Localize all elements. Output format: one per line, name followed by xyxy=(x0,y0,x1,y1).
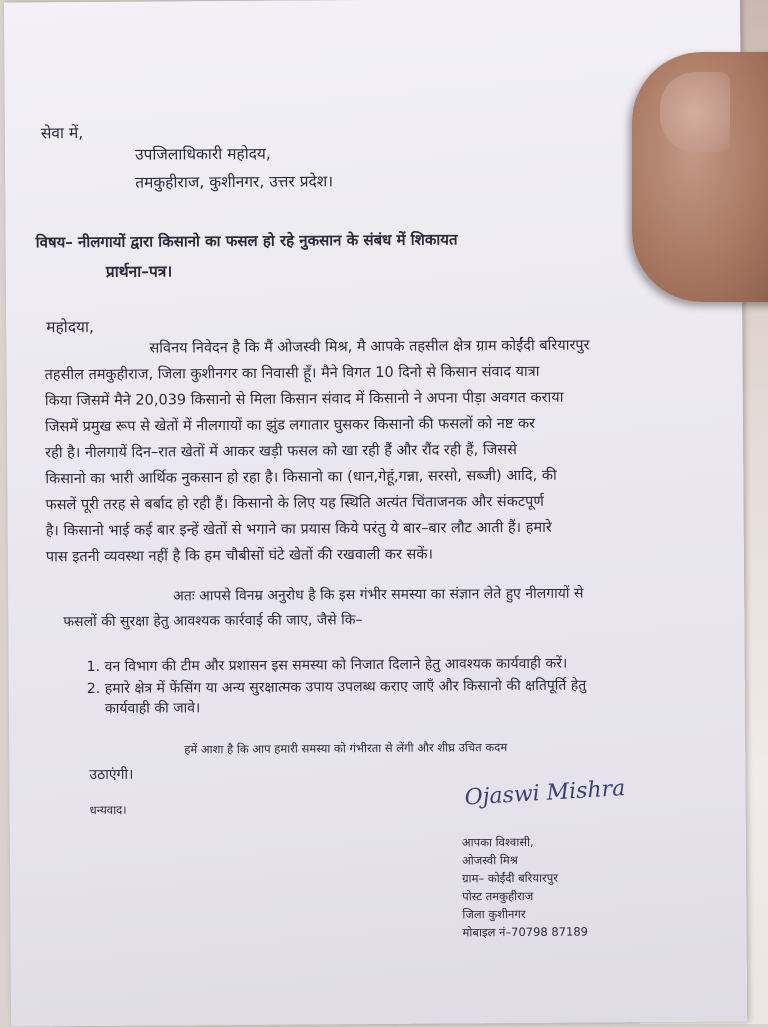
body-line-6: किसानो का भारी आर्थिक नुकसान हो रहा है। किसानो का (धान,गेहूं,गन्ना, सरसो, सब्जी) आदि, की xyxy=(45,467,557,488)
subject-line-1: विषय– नीलगायों द्वारा किसानो का फसल हो रहे नुकसान के संबंध में शिकायत xyxy=(35,230,458,252)
sender-line: ग्राम– कोईंदी बरियारपुर xyxy=(462,870,558,886)
list-item-text: कार्यवाही की जावे। xyxy=(104,700,201,717)
sender-line: आपका विश्वासी, xyxy=(461,834,534,850)
sender-line: जिला कुशीनगर xyxy=(462,906,526,922)
closing-line-1: हमें आशा है कि आप हमारी समस्या को गंभीरता से लेंगी और शीघ्र उचित कदम xyxy=(184,740,508,757)
body-line-4: जिसमें प्रमुख रूप से खेतों में नीलगायों का झुंड लगातार घुसकर किसानो की फसलों को नष्ट कर xyxy=(44,415,536,436)
list-item-number: 1. xyxy=(86,658,101,676)
body-line-5: रही है। नीलगायें दिन–रात खेतों में आकर खड़ी फसल को खा रही हैं और रौंद रही हैं, जिससे xyxy=(45,441,517,462)
body-line-1: सविनय निवेदन है कि मैं ओजस्वी मिश्र, मै आपके तहसील क्षेत्र ग्राम कोईंदी बरियारपुर xyxy=(149,337,590,357)
greeting: महोदया, xyxy=(46,317,95,337)
body-line-3: किया जिसमें मैने 20,039 किसानो से मिला किसान संवाद में किसानो ने अपना पीड़ा अवगत कराया xyxy=(44,389,564,410)
recipient-line-1: उपजिलाधिकारी महोदय, xyxy=(135,144,271,164)
list-item-text: हमारे क्षेत्र में फेंसिंग या अन्य सुरक्षात्मक उपाय उपलब्ध कराए जाएँ और किसानो की क्षतिपूर्ति हेतु xyxy=(104,677,587,697)
list-item-number: 2. xyxy=(86,680,101,698)
salutation-to: सेवा में, xyxy=(40,124,84,143)
thanks: धन्यवाद। xyxy=(89,802,127,817)
body-line-8: है। किसानो भाई कई बार इन्हें खेतों से भगाने का प्रयास किये परंतु ये बार–बार लौट आती हैं। हमारे xyxy=(45,519,552,540)
body-line-2: तहसील तमकुहीराज, जिला कुशीनगर का निवासी हूँ। मैने विगत 10 दिनो से किसान संवाद यात्रा xyxy=(44,363,540,384)
recipient-line-2: तमकुहीराज, कुशीनगर, उत्तर प्रदेश। xyxy=(135,172,334,192)
subject-line-2: प्रार्थना–पत्र। xyxy=(105,262,173,281)
sender-phone: मोबाइल नं–70798 87189 xyxy=(462,924,589,940)
request-line-1: अतः आपसे विनम्र अनुरोध है कि इस गंभीर समस्या का संज्ञान लेते हुए नीलगायों से xyxy=(173,585,584,605)
list-item-text: वन विभाग की टीम और प्रशासन इस समस्या को निजात दिलाने हेतु आवश्यक कार्यवाही करें। xyxy=(104,655,568,675)
body-line-7: फसलें पूरी तरह से बर्बाद हो रही हैं। किसानो के लिए यह स्थिति अत्यंत चिंताजनक और संकटपूर्ण xyxy=(45,493,544,514)
sender-line: पोस्ट तमकुहीराज xyxy=(462,888,534,904)
sender-name: ओजस्वी मिश्र xyxy=(461,853,518,868)
thumb-nail xyxy=(660,72,730,152)
closing-line-2: उठाएंगी। xyxy=(89,766,134,783)
body-line-9: पास इतनी व्यवस्था नहीं है कि हम चौबीसों घंटे खेतों की रखवाली कर सकें। xyxy=(45,546,434,566)
handwritten-signature: Ojaswi Mishra xyxy=(463,776,626,811)
request-line-2: फसलों की सुरक्षा हेतु आवश्यक कार्रवाई की जाए, जैसे कि– xyxy=(63,612,363,631)
